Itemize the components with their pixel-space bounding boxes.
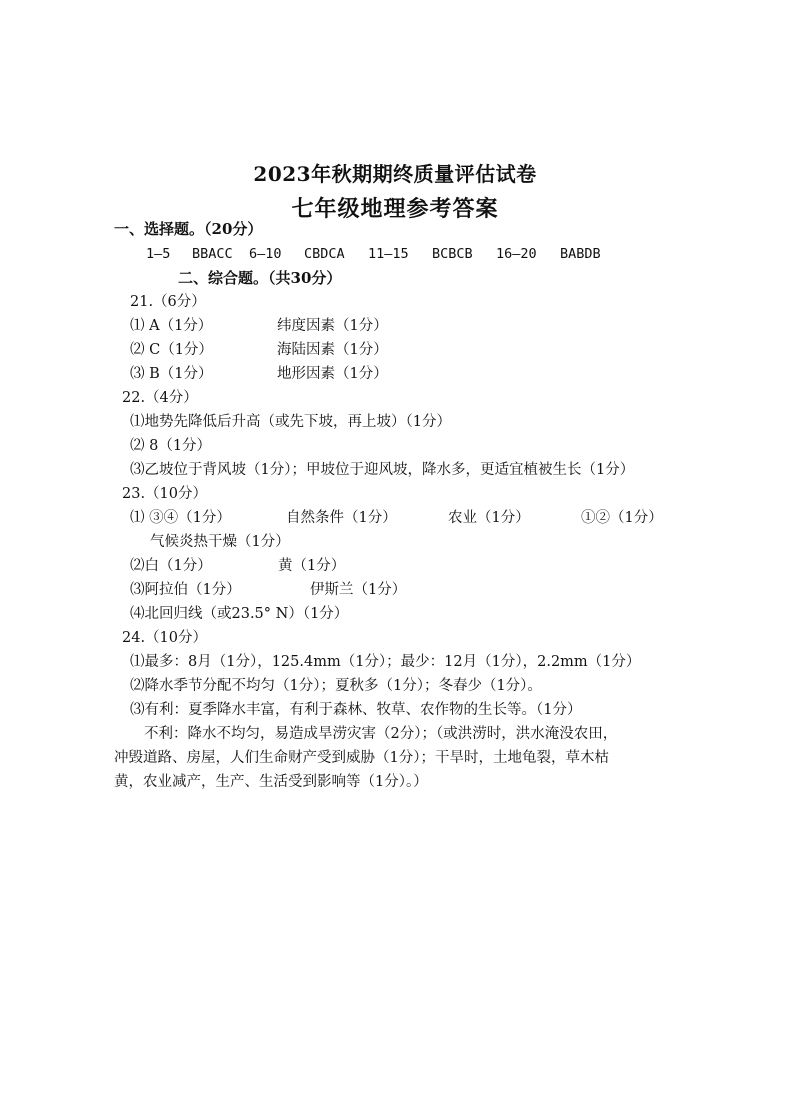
q24-line-1: ⑴最多：8月（1分），125.4mm（1分）；最少：12月（1分），2.2mm（1分） — [130, 654, 641, 670]
q23-answer-2b: 黄（1分） — [278, 558, 346, 574]
q23-answer-1b: 自然条件（1分） — [286, 510, 397, 526]
choice-keys-2: CBDCA — [304, 246, 345, 262]
q21-reason-3: 地形因素（1分） — [277, 366, 388, 382]
q23-row-2 — [130, 556, 530, 576]
q21-row-2 — [130, 340, 530, 360]
q24-para-3: 黄，农业减产，生产、生活受到影响等（1分）。） — [114, 774, 428, 790]
section2-heading: 二、综合题。（共30分） — [178, 269, 342, 287]
choice-keys-3: BCBCB — [432, 246, 473, 262]
exam-subtitle: 七年级地理参考答案 — [291, 196, 499, 222]
choice-range-3: 11—15 — [368, 246, 409, 262]
q24-heading: 24.（10分） — [122, 630, 208, 646]
q22-heading: 22.（4分） — [122, 390, 198, 406]
q21-row-1 — [130, 316, 530, 336]
q23-answer-1c: 农业（1分） — [448, 510, 530, 526]
q24-para-2: 冲毁道路、房屋，人们生命财产受到威胁（1分）；干旱时，土地龟裂，草木枯 — [114, 750, 609, 766]
q21-answer-3: ⑶ B（1分） — [130, 366, 213, 382]
exam-title: 2023年秋期期终质量评估试卷 — [253, 162, 537, 186]
choice-keys-1: BBACC — [192, 246, 233, 262]
q21-answer-2: ⑵ C（1分） — [130, 342, 213, 358]
q21-reason-2: 海陆因素（1分） — [277, 342, 388, 358]
q23-answer-1a: ⑴ ③④（1分） — [130, 510, 231, 526]
q23-answer-3a: ⑶阿拉伯（1分） — [130, 582, 241, 598]
choice-range-1: 1—5 — [146, 246, 171, 262]
choice-range-4: 16—20 — [496, 246, 537, 262]
q21-answer-1: ⑴ A（1分） — [130, 318, 213, 334]
choice-range-2: 6—10 — [249, 246, 282, 262]
choice-keys-4: BABDB — [560, 246, 601, 262]
q23-row-1 — [130, 508, 690, 528]
q21-heading: 21.（6分） — [130, 294, 206, 310]
q24-line-3: ⑶有利：夏季降水丰富，有利于森林、牧草、农作物的生长等。（1分） — [130, 702, 582, 718]
q24-line-2: ⑵降水季节分配不均匀（1分）；夏秋多（1分）；冬春少（1分）。 — [130, 678, 542, 694]
q23-answer-2a: ⑵白（1分） — [130, 558, 212, 574]
q21-row-3 — [130, 364, 530, 384]
q24-para-1: 不利：降水不均匀，易造成旱涝灾害（2分）；（或洪涝时，洪水淹没农田， — [144, 726, 618, 742]
q21-reason-1: 纬度因素（1分） — [277, 318, 388, 334]
q22-line-2: ⑵ 8（1分） — [130, 438, 212, 454]
q22-line-3: ⑶乙坡位于背风坡（1分）；甲坡位于迎风坡，降水多，更适宜植被生长（1分） — [130, 462, 635, 478]
section1-heading: 一、选择题。（20分） — [114, 220, 263, 238]
choice-answers-row — [146, 244, 626, 264]
q23-answer-1d: ①②（1分） — [581, 510, 663, 526]
q22-line-1: ⑴地势先降低后升高（或先下坡，再上坡）（1分） — [130, 414, 451, 430]
q23-line-4: ⑷北回归线（或23.5° N）（1分） — [130, 606, 349, 622]
q23-answer-3b: 伊斯兰（1分） — [310, 582, 407, 598]
q23-row-3 — [130, 580, 530, 600]
q23-heading: 23.（10分） — [122, 486, 208, 502]
q23-line-1b: 气候炎热干燥（1分） — [150, 534, 290, 550]
